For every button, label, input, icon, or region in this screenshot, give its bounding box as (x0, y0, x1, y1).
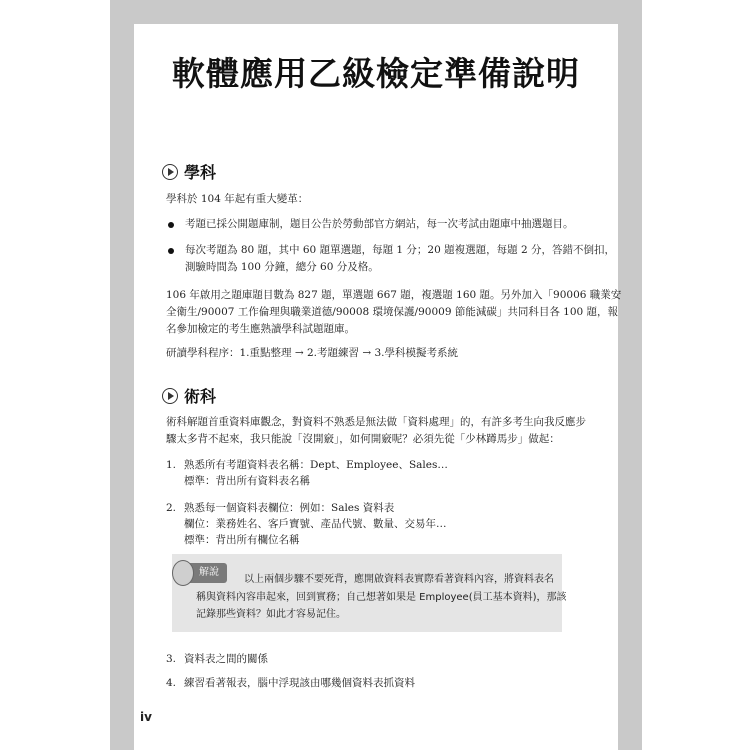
section-heading-academic (162, 160, 216, 183)
paragraph-line: 全衛生/90007 工作倫理與職業道德/90008 環境保護/90009 節能減碳」共同科目各 100 題，報 (166, 306, 619, 318)
explanation-line: 以上兩個步驟不要死背，應開啟資料表實際看著資料內容，將資料表名 (244, 574, 554, 585)
list-item-number: 1. (166, 459, 177, 471)
list-item-line: 練習看著報表，腦中浮現該由哪幾個資料表抓資料 (184, 677, 415, 689)
bullet-item-2-line1: 每次考題為 80 題，其中 60 題單選題，每題 1 分；20 題複選題，每題 2 分，答錯不倒扣， (185, 244, 615, 256)
section-heading-practical (162, 384, 216, 407)
bullet-item-1: 考題已採公開題庫制，題目公告於勞動部官方網站，每一次考試由題庫中抽選題目。 (185, 218, 574, 230)
page-frame-left (110, 0, 134, 750)
paragraph-line: 名參加檢定的考生應熟讀學科試題題庫。 (166, 323, 355, 335)
page-number: iv (140, 710, 152, 724)
paragraph-line: 驟太多背不起來，我只能說「沒開竅」，如何開竅呢？必須先從「少林蹲馬步」做起： (166, 433, 560, 445)
page-frame-right (618, 0, 642, 750)
play-circle-icon (162, 388, 178, 404)
list-item-number: 2. (166, 502, 177, 514)
teacher-avatar-icon (172, 560, 194, 586)
page-title: 軟體應用乙級檢定準備說明 (172, 54, 580, 93)
explanation-line: 稱與資料內容串起來，回到實務；自己想著如果是 Employee(員工基本資料)，那該 (196, 592, 567, 603)
list-item-number: 3. (166, 653, 177, 665)
explanation-line: 記錄那些資料？如此才容易記住。 (196, 609, 346, 620)
explanation-badge: 解說 (175, 563, 227, 583)
list-item-line: 標準：背出所有資料表名稱 (184, 475, 310, 487)
section-title: 學科 (184, 163, 217, 182)
list-item-line: 欄位：業務姓名、客戶寶號、產品代號、數量、交易年… (184, 518, 447, 530)
list-item-line: 熟悉每一個資料表欄位：例如：Sales 資料表 (184, 502, 395, 514)
section-title: 術科 (184, 387, 217, 406)
study-procedure: 研讀學科程序：1.重點整理 → 2.考題練習 → 3.學科模擬考系統 (166, 347, 458, 359)
list-item-line: 標準：背出所有欄位名稱 (184, 534, 300, 546)
paragraph-line: 106 年啟用之題庫題目數為 827 題，單選題 667 題，複選題 160 題。另外加入「90006 職業安 (166, 289, 622, 301)
paragraph-line: 術科解題首重資料庫觀念，對資料不熟悉是無法做「資料處理」的，有許多考生向我反應步 (166, 416, 586, 428)
list-item-number: 4. (166, 677, 177, 689)
list-item-line: 資料表之間的關係 (184, 653, 268, 665)
page-frame-top (110, 0, 642, 24)
bullet-dot-icon (168, 248, 174, 254)
list-item-line: 熟悉所有考題資料表名稱：Dept、Employee、Sales… (184, 459, 448, 471)
intro-text: 學科於 104 年起有重大變革： (166, 193, 309, 205)
bullet-item-2-line2: 測驗時間為 100 分鐘，總分 60 分及格。 (185, 261, 379, 273)
bullet-dot-icon (168, 222, 174, 228)
play-circle-icon (162, 164, 178, 180)
